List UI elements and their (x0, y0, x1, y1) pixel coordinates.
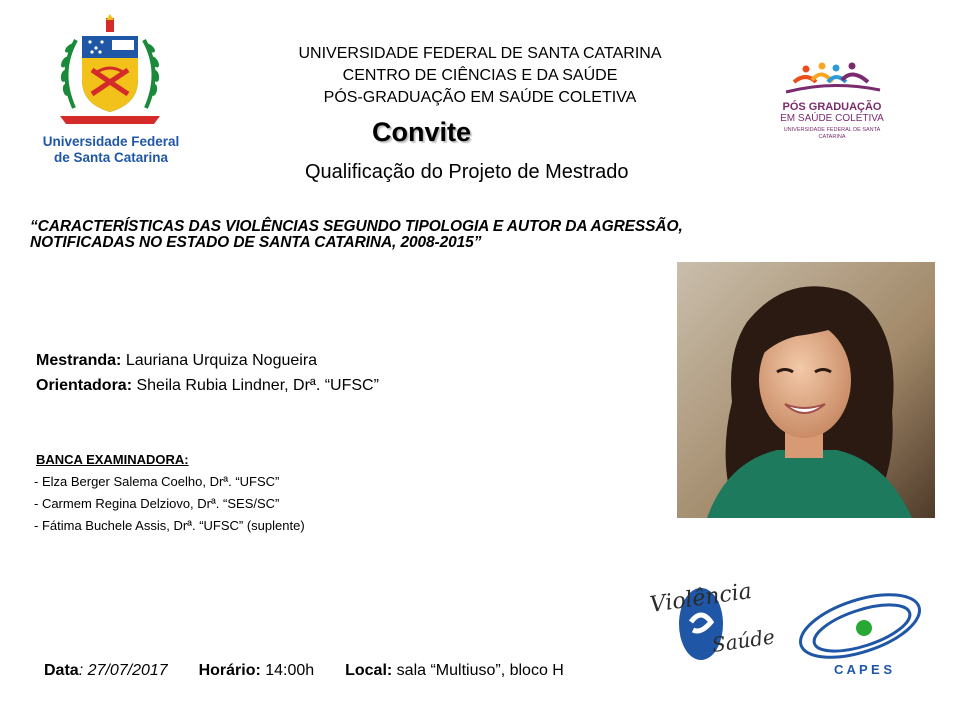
ufsc-name-line2: de Santa Catarina (53, 150, 169, 165)
header-program: PÓS-GRADUAÇÃO EM SAÚDE COLETIVA (323, 89, 637, 106)
header-university: UNIVERSIDADE FEDERAL DE SANTA CATARINA (298, 45, 662, 62)
page-title: Convite (372, 117, 472, 147)
horario-label: Horário: (198, 662, 261, 679)
banca-member: - Carmem Regina Delziovo, Drª. “SES/SC” (34, 496, 280, 511)
ppg-logo (772, 60, 892, 140)
violencia-text: Violência (648, 578, 754, 618)
data-label: Data (44, 662, 79, 679)
ppg-logo-line1: PÓS GRADUAÇÃO (782, 101, 882, 113)
candidate-photo (677, 262, 935, 518)
header-center: CENTRO DE CIÊNCIAS E DA SAÚDE (342, 67, 618, 84)
banca-heading: BANCA EXAMINADORA: (36, 452, 189, 467)
project-title-line1: “CARACTERÍSTICAS DAS VIOLÊNCIAS SEGUNDO TIPOLOGIA E AUTOR DA AGRESSÃO, (30, 218, 683, 235)
capes-text: C A P E S (833, 662, 893, 677)
ufsc-logo (30, 12, 192, 170)
orientadora-line (36, 376, 379, 396)
local-value: sala “Multiuso”, bloco H (392, 662, 564, 679)
portrait-image (677, 262, 935, 518)
capes-logo (790, 586, 936, 682)
data-value: : 27/07/2017 (78, 662, 168, 679)
ppg-logo-line2: EM SAÚDE COLETIVA (780, 113, 884, 124)
violencia-saude-logo (647, 572, 787, 670)
capes-emblem-icon (790, 586, 936, 682)
footer-info (44, 661, 564, 681)
saude-text: Saúde (710, 624, 777, 657)
banca-member: - Fátima Buchele Assis, Drª. “UFSC” (suplente) (34, 518, 305, 533)
ufsc-name-line1: Universidade Federal (42, 134, 180, 149)
orientadora-label: Orientadora: (36, 377, 133, 394)
project-title-line2: NOTIFICADAS NO ESTADO DE SANTA CATARINA, 2008-2015” (30, 234, 482, 251)
subtitle: Qualificação do Projeto de Mestrado (305, 161, 629, 183)
people-figures-icon (772, 60, 892, 100)
horario-value: 14:00h (260, 662, 315, 679)
violencia-saude-emblem-icon (647, 572, 787, 670)
project-title (30, 219, 850, 251)
banca-member: - Elza Berger Salema Coelho, Drª. “UFSC” (34, 474, 280, 489)
ufsc-emblem-icon (30, 12, 192, 132)
mestranda-line (36, 351, 317, 371)
ppg-logo-line3: UNIVERSIDADE FEDERAL DE SANTA CATARINA (783, 127, 881, 140)
mestranda-label: Mestranda: (36, 352, 122, 369)
mestranda-name: Lauriana Urquiza Nogueira (125, 352, 318, 369)
orientadora-name: Sheila Rubia Lindner, Drª. “UFSC” (136, 377, 379, 394)
local-label: Local: (345, 662, 393, 679)
